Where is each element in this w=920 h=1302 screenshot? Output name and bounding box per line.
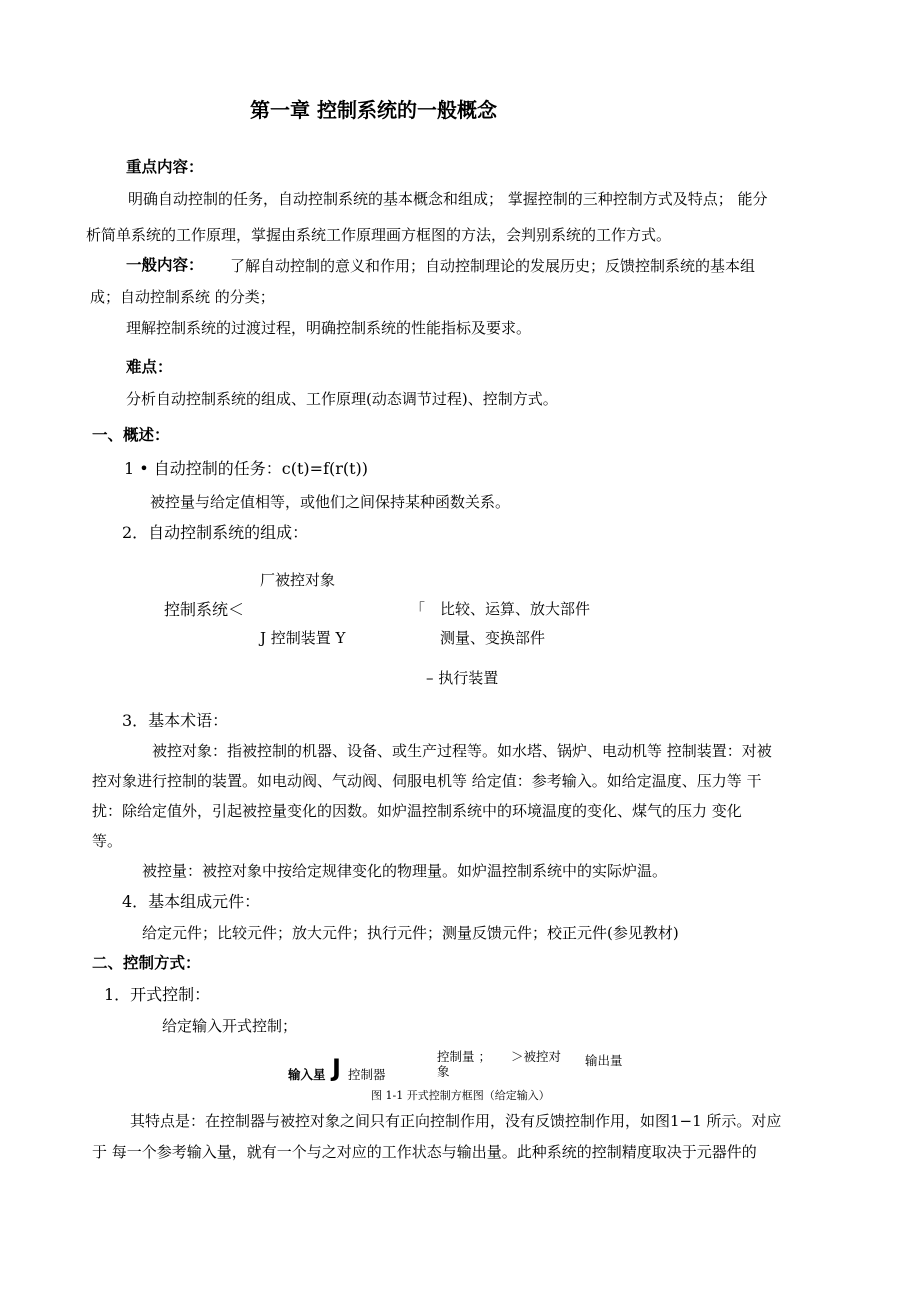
section-1-item-2: 2．自动控制系统的组成：	[122, 523, 309, 542]
general-line-1: 了解自动控制的意义和作用；自动控制理论的发展历史；反馈控制系统的基本组	[230, 257, 756, 275]
section-1-item-1-desc: 被控量与给定值相等，或他们之间保持某种函数关系。	[150, 493, 511, 511]
tree-root: 控制系统＜	[164, 600, 245, 619]
terms-line-2: 控对象进行控制的装置。如电动阀、气动阀、伺服电机等 给定值：参考输入。如给定温度、压力等 干	[92, 772, 762, 790]
section-1-item-3: 3．基本术语：	[122, 711, 229, 730]
difficulty-heading: 难点：	[126, 358, 173, 376]
key-points-line-2: 析简单系统的工作原理，掌握由系统工作原理画方框图的方法，会判别系统的工作方式。	[86, 226, 672, 244]
tree-sub-compare: 比较、运算、放大部件	[440, 600, 591, 618]
terms-line-1: 被控对象：指被控制的机器、设备、或生产过程等。如水塔、锅炉、电动机等 控制装置：对被	[152, 742, 772, 760]
diagram-j-mark: J	[332, 1054, 341, 1082]
tree-branch-controller: J 控制装置 Y	[260, 629, 346, 647]
section-1-item-1: 1 • 自动控制的任务：c(t)=f(r(t))	[124, 459, 369, 478]
tree-bracket: 「	[410, 600, 426, 618]
tree-sub-measure: 测量、变换部件	[440, 629, 546, 647]
diagram-plant-label: ＞被控对	[511, 1049, 562, 1064]
general-line-2: 成；自动控制系统 的分类；	[90, 288, 275, 306]
section-2-item-1: 1．开式控制：	[104, 985, 211, 1004]
key-points-line-1: 明确自动控制的任务，自动控制系统的基本概念和组成； 掌握控制的三种控制方式及特点； 能分	[128, 190, 768, 208]
terms-line-4: 等。	[92, 832, 123, 850]
terms-line-3: 扰：除给定值外，引起被控量变化的因数。如炉温控制系统中的环境温度的变化、煤气的压力 变化	[92, 802, 742, 820]
section-1-item-4: 4．基本组成元件：	[122, 892, 261, 911]
key-points-heading: 重点内容：	[126, 158, 204, 176]
diagram-input-label: 输入星	[288, 1067, 326, 1082]
diagram-controller-label: 控制器	[348, 1067, 386, 1082]
figure-caption: 图 1-1 开式控制方框图（给定输入）	[371, 1089, 550, 1102]
difficulty-line-1: 分析自动控制系统的组成、工作原理(动态调节过程)、控制方式。	[126, 390, 558, 408]
section-1-heading: 一、概述：	[92, 426, 170, 444]
diagram-control-qty-wrap: 象	[437, 1064, 450, 1079]
diagram-output-label: 输出量	[585, 1053, 623, 1068]
section-1-item-4-desc: 给定元件；比较元件；放大元件；执行元件；测量反馈元件；校正元件(参见教材)	[142, 924, 679, 942]
general-heading: 一般内容：	[126, 256, 204, 274]
tree-branch-plant: 厂被控对象	[260, 571, 336, 589]
open-loop-subheading: 给定输入开式控制；	[162, 1017, 298, 1035]
diagram-control-qty-label: 控制量 ；	[437, 1049, 491, 1064]
open-loop-para-line-2: 于 每一个参考输入量，就有一个与之对应的工作状态与输出量。此种系统的控制精度取决于元器件的	[92, 1143, 757, 1161]
page-title: 第一章 控制系统的一般概念	[250, 98, 497, 122]
section-2-heading: 二、控制方式：	[92, 954, 201, 972]
general-line-3: 理解控制系统的过渡过程，明确控制系统的性能指标及要求。	[126, 319, 532, 337]
open-loop-para-line-1: 其特点是：在控制器与被控对象之间只有正向控制作用，没有反馈控制作用，如图1−1 所示。对应	[130, 1112, 782, 1130]
tree-sub-actuator: – 执行装置	[426, 669, 499, 687]
terms-controlled-var: 被控量：被控对象中按给定规律变化的物理量。如炉温控制系统中的实际炉温。	[142, 862, 668, 880]
